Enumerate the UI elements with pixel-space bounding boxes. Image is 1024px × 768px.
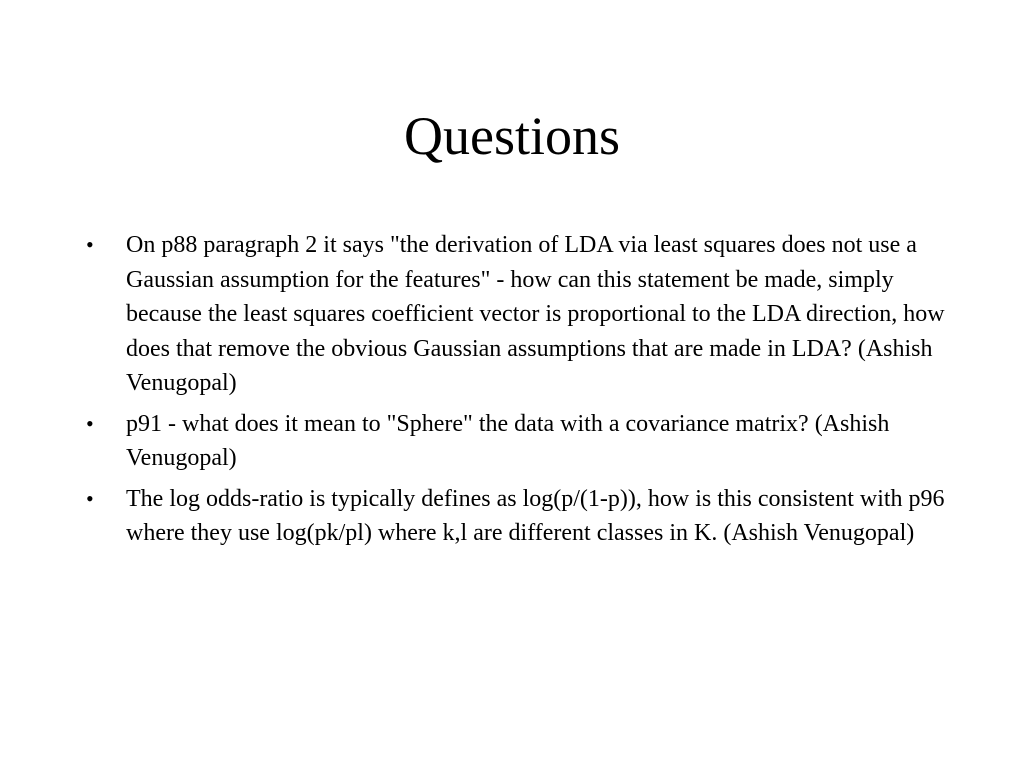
bullet-text: On p88 paragraph 2 it says "the derivation of LDA via least squares does not use a Gaussian assumption for the features" - how can this statement be made, simply because the least squares coefficient vector is proportional to the LDA direction, how does that remove the obvious Gaussian assumptions that are made in LDA? (Ashish Venugopal) [126,232,945,396]
bullet-item [86,482,956,551]
bullet-item [86,228,956,401]
bullet-icon: • [86,232,94,257]
bullet-list [86,228,956,557]
bullet-icon: • [86,410,94,436]
bullet-text: p91 - what does it mean to "Sphere" the data with a covariance matrix? (Ashish Venugopal) [126,410,890,471]
bullet-icon: • [86,485,94,511]
slide-title: Questions [404,106,620,166]
bullet-text: The log odds-ratio is typically defines as log(p/(1-p)), how is this consistent with p96 where they use log(pk/pl) where k,l are different classes in K. (Ashish Venugopal) [126,485,945,546]
bullet-item [86,407,956,476]
